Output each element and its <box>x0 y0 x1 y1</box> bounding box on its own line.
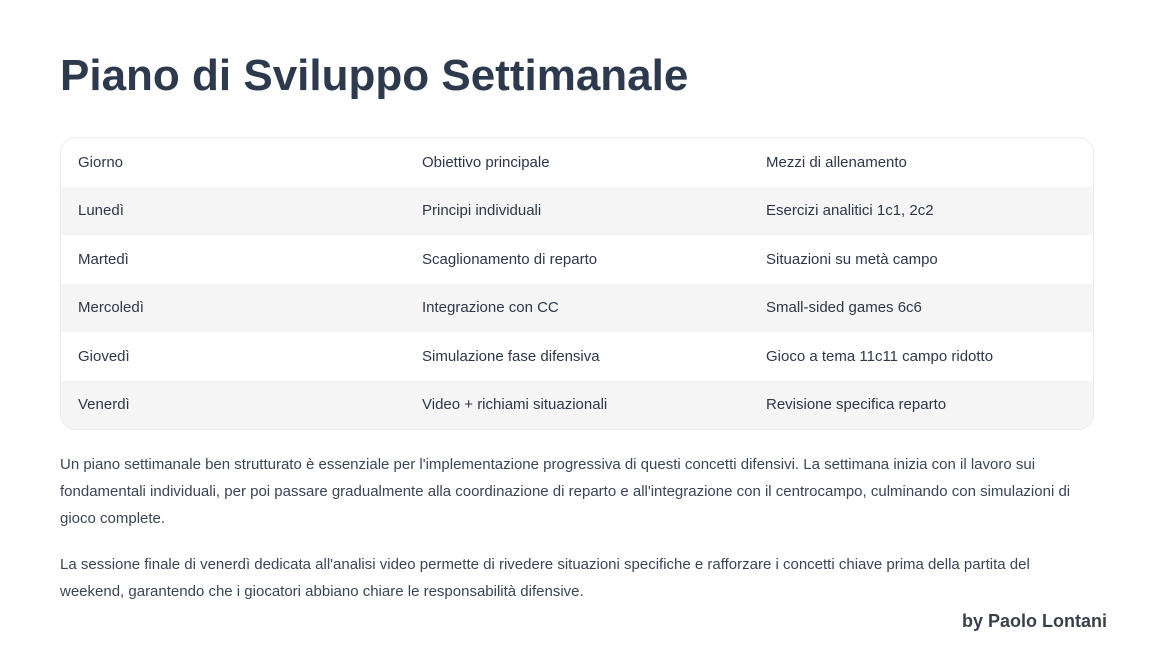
table-header-row <box>61 138 1093 187</box>
cell-training-means: Gioco a tema 11c11 campo ridotto <box>766 347 994 365</box>
cell-objective: Simulazione fase difensiva <box>422 347 600 365</box>
paragraph-video-session: La sessione finale di venerdì dedicata all'analisi video permette di rivedere situazioni specifiche e rafforzare i concetti chiave prima della partita del weekend, garantendo che i giocatori abbiano chiare le responsabilità difensive. <box>60 556 1030 600</box>
header-objective: Obiettivo principale <box>422 153 550 171</box>
header-day: Giorno <box>78 153 124 171</box>
cell-objective: Principi individuali <box>422 202 542 220</box>
cell-day: Martedì <box>78 250 129 268</box>
table-row <box>61 381 1093 430</box>
paragraph-intro: Un piano settimanale ben strutturato è essenziale per l'implementazione progressiva di questi concetti difensivi. La settimana inizia con il lavoro sui fondamentali individuali, per poi passare gradualmente alla coordinazione di reparto e all'integrazione con il centrocampo, culminando con simulazioni di gioco complete. <box>60 456 1071 527</box>
cell-day: Mercoledì <box>78 299 144 317</box>
header-training-means: Mezzi di allenamento <box>766 153 907 171</box>
cell-day: Venerdì <box>78 396 130 414</box>
page-title: Piano di Sviluppo Settimanale <box>60 51 689 100</box>
plan-table <box>61 138 1093 429</box>
cell-day: Giovedì <box>78 347 130 365</box>
table-row <box>61 235 1093 284</box>
cell-training-means: Revisione specifica reparto <box>766 396 947 414</box>
cell-objective: Integrazione con CC <box>422 299 559 317</box>
cell-training-means: Esercizi analitici 1c1, 2c2 <box>766 202 934 220</box>
cell-objective: Scaglionamento di reparto <box>422 250 598 268</box>
table-row <box>61 284 1093 333</box>
weekly-plan-table <box>60 137 1094 430</box>
cell-day: Lunedì <box>78 202 124 220</box>
author-credit: by Paolo Lontani <box>961 611 1107 631</box>
cell-training-means: Small-sided games 6c6 <box>766 299 922 317</box>
cell-training-means: Situazioni su metà campo <box>766 250 938 268</box>
cell-objective: Video + richiami situazionali <box>422 396 608 414</box>
table-row <box>61 187 1093 236</box>
table-row <box>61 332 1093 381</box>
